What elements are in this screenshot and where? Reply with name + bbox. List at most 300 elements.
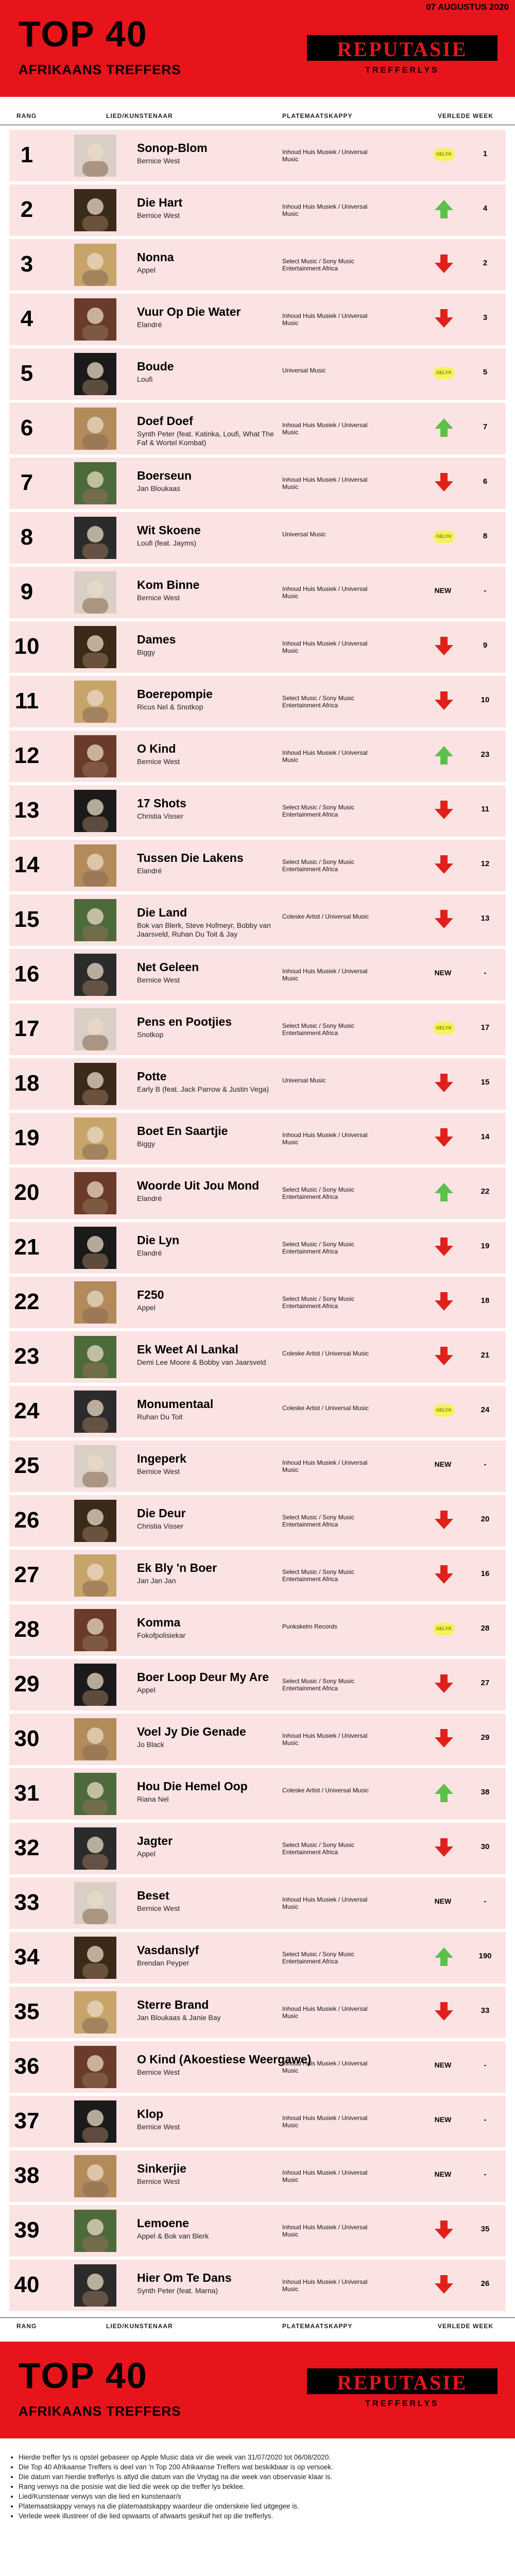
album-cover-image	[74, 844, 116, 887]
new-entry-text: NEW	[434, 1897, 452, 1905]
note-item: • Lied/Kunstenaar verwys van die lied en kunstenaar/s	[19, 2492, 504, 2501]
equal-icon	[433, 531, 455, 543]
new-entry-text: NEW	[434, 2170, 452, 2178]
album-art-icon	[74, 1882, 116, 1924]
footer-brand-logo	[307, 2368, 497, 2394]
chart-row	[9, 1768, 506, 1820]
chart-row	[9, 840, 506, 891]
last-week-position: 18	[480, 1296, 490, 1305]
last-week-position: 13	[480, 914, 490, 923]
artist-name: Elandré	[137, 1194, 162, 1202]
column-last-week: VERLEDE WEEK	[438, 2323, 494, 2330]
artist-name: Synth Peter (feat. Katinka, Loufi, What The Faf & Wortel Kombat)	[137, 430, 274, 447]
arrow-down-icon	[433, 1126, 455, 1149]
artist-name: Appel	[137, 1686, 156, 1694]
album-cover-image	[74, 571, 116, 614]
artist-name: Bernice West	[137, 2177, 180, 2185]
last-week-position: 23	[480, 750, 490, 759]
song-title: Boet En Saartjie	[137, 1124, 228, 1138]
last-week-position: 1	[483, 149, 488, 158]
last-week-position: 7	[483, 422, 488, 431]
album-art-icon	[74, 2046, 116, 2088]
new-entry-text: NEW	[434, 2061, 452, 2069]
chart-row	[9, 1932, 506, 1984]
song-title: Wit Skoene	[137, 523, 201, 537]
chart-row	[9, 785, 506, 837]
last-week-position: -	[484, 2061, 487, 2070]
album-art-icon	[74, 2264, 116, 2307]
last-week-position: 9	[483, 641, 488, 650]
chart-row	[9, 1714, 506, 1765]
record-label: Select Music / Sony Music Entertainment Africa	[282, 1241, 355, 1255]
equal-icon	[433, 148, 455, 161]
artist-name: Bernice West	[137, 1467, 180, 1476]
artist-name: Appel & Bok van Blerk	[137, 2232, 209, 2240]
last-week-position: -	[484, 586, 487, 595]
song-title: Die Lyn	[137, 1233, 180, 1247]
artist-name: Snotkop	[137, 1030, 164, 1039]
album-cover-image	[74, 353, 116, 395]
artist-name: Bok van Blerk, Steve Hofmeyr, Bobby van Jaarsveld, Ruhan Du Toit & Jay	[137, 921, 271, 938]
chart-row	[9, 1987, 506, 2038]
album-cover-image	[74, 1117, 116, 1160]
chart-row	[9, 348, 506, 400]
song-title: Potte	[137, 1070, 167, 1083]
album-cover-image	[74, 954, 116, 996]
record-label: Inhoud Huis Musiek / Universal Music	[282, 2114, 368, 2129]
album-art-icon	[74, 735, 116, 777]
song-title: Lemoene	[137, 2216, 189, 2230]
last-week-position: 21	[480, 1351, 490, 1360]
column-last-week: VERLEDE WEEK	[438, 112, 494, 120]
record-label: Inhoud Huis Musiek / Universal Music	[282, 421, 368, 436]
last-week-position: -	[484, 2115, 487, 2124]
album-art-icon	[74, 1991, 116, 2033]
artist-name: Biggy	[137, 1140, 156, 1148]
chart-row	[9, 1823, 506, 1874]
song-title: 17 Shots	[137, 796, 186, 810]
arrow-down-icon	[433, 799, 455, 821]
new-entry-text: NEW	[434, 969, 452, 977]
rank-number: 21	[14, 1234, 40, 1260]
chart-row	[9, 1058, 506, 1110]
rank-number: 24	[14, 1398, 40, 1423]
last-week-position: 28	[480, 1624, 490, 1633]
song-title: Beset	[137, 1889, 169, 1902]
chart-date: 07 AUGUSTUS 2020	[426, 2, 509, 12]
artist-name: Ricus Nel & Snotkop	[137, 703, 203, 711]
song-title: Pens en Pootjies	[137, 1015, 232, 1028]
arrow-up-icon	[433, 744, 455, 767]
chart-row	[9, 2205, 506, 2257]
record-label: Select Music / Sony Music Entertainment Africa	[282, 258, 355, 272]
column-label: PLATEMAATSKAPPY	[282, 112, 353, 120]
chart-subtitle: AFRIKAANS TREFFERS	[19, 62, 181, 77]
rank-number: 11	[14, 688, 39, 714]
last-week-position: 5	[483, 368, 488, 377]
song-title: Sterre Brand	[137, 1998, 209, 2011]
album-art-icon	[74, 517, 116, 559]
new-entry-text: NEW	[434, 1460, 452, 1468]
artist-name: Bernice West	[137, 2068, 180, 2076]
song-title: Komma	[137, 1616, 181, 1629]
song-title: Doef Doef	[137, 414, 193, 428]
album-cover-image	[74, 2046, 116, 2088]
rank-number: 8	[20, 524, 33, 550]
album-art-icon	[74, 571, 116, 614]
chart-row	[9, 1440, 506, 1492]
chart-row	[9, 894, 506, 946]
brand-name: REPUTASIE	[337, 38, 468, 61]
arrow-down-icon	[433, 471, 455, 494]
album-art-icon	[74, 298, 116, 341]
record-label: Coleske Artist / Universal Music	[282, 1350, 369, 1357]
arrow-down-icon	[433, 1727, 455, 1750]
record-label: Inhoud Huis Musiek / Universal Music	[282, 203, 368, 217]
chart-row	[9, 1004, 506, 1055]
record-label: Inhoud Huis Musiek / Universal Music	[282, 1896, 368, 1910]
rank-number: 25	[14, 1453, 40, 1478]
song-title: Jagter	[137, 1834, 173, 1848]
rank-number: 34	[14, 1944, 40, 1970]
album-cover-image	[74, 462, 116, 504]
rank-number: 12	[14, 743, 40, 768]
album-art-icon	[74, 844, 116, 887]
rank-number: 35	[14, 1999, 40, 2024]
album-cover-image	[74, 1991, 116, 2033]
album-cover-image	[74, 790, 116, 832]
rank-number: 27	[14, 1562, 40, 1587]
chart-row	[9, 1222, 506, 1274]
artist-name: Demi Lee Moore & Bobby van Jaarsveld	[137, 1358, 266, 1366]
rank-number: 20	[14, 1180, 40, 1205]
last-week-position: -	[484, 1460, 487, 1469]
rank-number: 32	[14, 1835, 40, 1860]
album-art-icon	[74, 244, 116, 286]
album-art-icon	[74, 2155, 116, 2197]
record-label: Inhoud Huis Musiek / Universal Music	[282, 148, 368, 163]
album-art-icon	[74, 1937, 116, 1979]
artist-name: Bernice West	[137, 757, 180, 766]
record-label: Inhoud Huis Musiek / Universal Music	[282, 2278, 368, 2293]
new-entry-text: NEW	[434, 2115, 452, 2124]
arrow-up-icon	[433, 1782, 455, 1804]
artist-name: Jo Black	[137, 1740, 164, 1749]
last-week-position: 29	[480, 1733, 490, 1742]
record-label: Inhoud Huis Musiek / Universal Music	[282, 2169, 368, 2183]
last-week-position: -	[484, 969, 487, 977]
rank-number: 31	[14, 1781, 40, 1806]
album-cover-image	[74, 244, 116, 286]
chart-row	[9, 1386, 506, 1437]
artist-name: Elandré	[137, 1249, 162, 1257]
song-title: Klop	[137, 2107, 164, 2121]
chart-row	[9, 2150, 506, 2202]
chart-row	[9, 1659, 506, 1710]
album-art-icon	[74, 1172, 116, 1214]
note-item: • Die datum van hierdie trefferlys is altyd die datum van die Vrydag na die week van observasie klaar is.	[19, 2472, 504, 2482]
album-art-icon	[74, 408, 116, 450]
artist-name: Riana Nel	[137, 1795, 169, 1803]
album-cover-image	[74, 408, 116, 450]
rank-number: 30	[14, 1726, 40, 1751]
footer-banner	[0, 2342, 515, 2438]
album-cover-image	[74, 1882, 116, 1924]
song-title: F250	[137, 1288, 164, 1301]
arrow-down-icon	[433, 1345, 455, 1367]
last-week-position: -	[484, 2170, 487, 2179]
album-cover-image	[74, 1827, 116, 1870]
song-title: Sinkerjie	[137, 2162, 186, 2175]
artist-name: Elandré	[137, 320, 162, 329]
album-cover-image	[74, 1609, 116, 1651]
album-cover-image	[74, 1718, 116, 1760]
rank-number: 33	[14, 1890, 40, 1915]
album-art-icon	[74, 1336, 116, 1378]
rank-number: 15	[14, 907, 40, 932]
album-art-icon	[74, 189, 116, 231]
arrow-down-icon	[433, 689, 455, 712]
rank-number: 29	[14, 1671, 40, 1697]
chart-notes	[9, 2452, 504, 2521]
album-cover-image	[74, 681, 116, 723]
rank-number: 17	[14, 1016, 40, 1041]
last-week-position: 4	[483, 204, 488, 213]
record-label: Inhoud Huis Musiek / Universal Music	[282, 1131, 368, 1146]
artist-name: Bernice West	[137, 594, 180, 602]
record-label: Inhoud Huis Musiek / Universal Music	[282, 1732, 368, 1747]
rank-number: 3	[20, 251, 33, 277]
equal-icon	[433, 367, 455, 379]
footer-title: TOP 40	[19, 2355, 148, 2396]
record-label: Coleske Artist / Universal Music	[282, 913, 369, 920]
rank-number: 28	[14, 1617, 40, 1642]
rank-number: 18	[14, 1071, 40, 1096]
song-title: O Kind	[137, 742, 176, 755]
arrow-down-icon	[433, 853, 455, 876]
note-item: • Hierdie treffer lys is opstel gebaseer op Apple Music data vir die week van 31/07/2020 tot 06/08/2020.	[19, 2452, 504, 2462]
chart-row	[9, 184, 506, 236]
album-art-icon	[74, 626, 116, 668]
song-title: Nonna	[137, 250, 174, 264]
chart-row	[9, 1877, 506, 1929]
last-week-position: 6	[483, 477, 488, 486]
footer-divider	[0, 2317, 515, 2318]
arrow-up-icon	[433, 1945, 455, 1968]
chart-row	[9, 2041, 506, 2093]
song-title: Dames	[137, 633, 176, 646]
chart-row	[9, 1604, 506, 1656]
record-label: Select Music / Sony Music Entertainment Africa	[282, 858, 355, 873]
song-title: O Kind (Akoestiese Weergawe)	[137, 2053, 312, 2066]
arrow-down-icon	[433, 1290, 455, 1313]
record-label: Inhoud Huis Musiek / Universal Music	[282, 312, 368, 327]
arrow-down-icon	[433, 1509, 455, 1531]
arrow-down-icon	[433, 1836, 455, 1859]
album-cover-image	[74, 1500, 116, 1542]
last-week-position: 24	[480, 1405, 490, 1414]
chart-row	[9, 621, 506, 673]
song-title: Boude	[137, 360, 174, 373]
record-label: Select Music / Sony Music Entertainment Africa	[282, 1951, 355, 1965]
album-cover-image	[74, 899, 116, 941]
record-label: Inhoud Huis Musiek / Universal Music	[282, 749, 368, 764]
chart-row	[9, 2096, 506, 2147]
arrow-down-icon	[433, 908, 455, 930]
artist-name: Appel	[137, 1850, 156, 1858]
equal-icon-text: GELYK	[436, 1025, 452, 1030]
record-label: Inhoud Huis Musiek / Universal Music	[282, 2005, 368, 2020]
record-label: Select Music / Sony Music Entertainment Africa	[282, 804, 355, 818]
song-title: Ek Bly 'n Boer	[137, 1561, 217, 1574]
rank-number: 36	[14, 2054, 40, 2079]
arrow-down-icon	[433, 1235, 455, 1258]
album-art-icon	[74, 134, 116, 177]
artist-name: Fokofpolisiekar	[137, 1631, 186, 1639]
album-cover-image	[74, 1008, 116, 1050]
arrow-down-icon	[433, 635, 455, 657]
song-title: Boerseun	[137, 469, 192, 482]
equal-icon-text: GELYK	[436, 370, 452, 375]
record-label: Universal Music	[282, 1077, 326, 1084]
artist-name: Christia Visser	[137, 1522, 183, 1530]
album-art-icon	[74, 681, 116, 723]
album-cover-image	[74, 1445, 116, 1487]
album-cover-image	[74, 626, 116, 668]
artist-name: Loufi	[137, 375, 153, 383]
note-item: • Rang verwys na die posisie wat die lied die week op die treffer lys beklee.	[19, 2482, 504, 2492]
album-art-icon	[74, 1063, 116, 1105]
chart-row	[9, 294, 506, 345]
arrow-up-icon	[433, 416, 455, 439]
album-cover-image	[74, 1172, 116, 1214]
brand-logo	[307, 35, 497, 61]
song-title: Ingeperk	[137, 1452, 186, 1465]
artist-name: Christia Visser	[137, 812, 183, 820]
album-cover-image	[74, 2155, 116, 2197]
last-week-position: 22	[480, 1187, 490, 1196]
arrow-up-icon	[433, 1181, 455, 1204]
column-song: LIED/KUNSTENAAR	[106, 112, 173, 120]
record-label: Select Music / Sony Music Entertainment Africa	[282, 1295, 355, 1310]
column-header	[0, 108, 515, 124]
rank-number: 39	[14, 2217, 40, 2243]
chart-row	[9, 731, 506, 782]
album-art-icon	[74, 1554, 116, 1597]
album-cover-image	[74, 1063, 116, 1105]
arrow-down-icon	[433, 2000, 455, 2023]
song-title: Die Hart	[137, 196, 183, 209]
song-title: Boerepompie	[137, 687, 213, 701]
rank-number: 7	[20, 470, 33, 495]
rank-number: 4	[20, 306, 33, 331]
artist-name: Early B (feat. Jack Parrow & Justin Vega)	[137, 1085, 269, 1093]
brand-subtitle: TREFFERLYS	[365, 66, 439, 75]
record-label: Punkskelm Records	[282, 1623, 337, 1630]
artist-name: Ruhan Du Toit	[137, 1413, 183, 1421]
artist-name: Brendan Peyper	[137, 1959, 190, 1967]
album-art-icon	[74, 2100, 116, 2143]
song-title: Vasdanslyf	[137, 1943, 199, 1957]
album-art-icon	[74, 1008, 116, 1050]
album-cover-image	[74, 2264, 116, 2307]
album-cover-image	[74, 2100, 116, 2143]
last-week-position: 12	[480, 859, 490, 868]
artist-name: Synth Peter (feat. Marna)	[137, 2286, 218, 2295]
chart-row	[9, 457, 506, 509]
rank-number: 22	[14, 1289, 40, 1314]
chart-title: TOP 40	[19, 14, 148, 54]
last-week-position: 30	[480, 1842, 490, 1851]
artist-name: Loufi (feat. Jayms)	[137, 539, 197, 547]
column-header-bottom	[0, 2318, 515, 2334]
album-cover-image	[74, 2210, 116, 2252]
artist-name: Appel	[137, 266, 156, 274]
note-item: • Verlede week illustreer of die lied opwaarts of afwaarts geskuif het op die trefferlys.	[19, 2511, 504, 2521]
last-week-position: 16	[480, 1569, 490, 1578]
artist-name: Jan Jan Jan	[137, 1577, 176, 1585]
artist-name: Bernice West	[137, 976, 180, 984]
chart-row	[9, 1331, 506, 1383]
artist-name: Bernice West	[137, 211, 180, 219]
equal-icon-text: GELYK	[436, 534, 452, 539]
record-label: Inhoud Huis Musiek / Universal Music	[282, 968, 368, 982]
album-art-icon	[74, 899, 116, 941]
last-week-position: 11	[481, 805, 489, 814]
chart-row	[9, 949, 506, 1001]
last-week-position: 3	[483, 313, 488, 322]
last-week-position: 10	[480, 696, 490, 704]
album-cover-image	[74, 1773, 116, 1815]
equal-icon-text: GELYK	[436, 151, 452, 157]
song-title: Monumentaal	[137, 1397, 214, 1411]
arrow-down-icon	[433, 2218, 455, 2241]
song-title: Boer Loop Deur My Are	[137, 1670, 269, 1684]
song-title: Net Geleen	[137, 960, 199, 974]
album-cover-image	[74, 1281, 116, 1324]
album-cover-image	[74, 1937, 116, 1979]
album-cover-image	[74, 1554, 116, 1597]
album-cover-image	[74, 735, 116, 777]
last-week-position: 19	[480, 1242, 490, 1250]
equal-icon	[433, 1404, 455, 1417]
rank-number: 6	[20, 415, 33, 440]
rank-number: 38	[14, 2163, 40, 2188]
chart-row	[9, 567, 506, 618]
equal-icon	[433, 1022, 455, 1035]
column-label: PLATEMAATSKAPPY	[282, 2323, 353, 2330]
rank-number: 26	[14, 1507, 40, 1533]
song-title: Tussen Die Lakens	[137, 851, 244, 865]
record-label: Select Music / Sony Music Entertainment Africa	[282, 1186, 355, 1200]
album-art-icon	[74, 1664, 116, 1706]
note-item: • Platemaatskappy verwys na die platemaatskappy waardeur die onderskeie lied uitgegee is.	[19, 2501, 504, 2511]
column-rank: RANG	[16, 112, 37, 120]
note-item: • Die Top 40 Afrikaanse Treffers is deel van 'n Top 200 Afrikaanse Treffers wat beskikbaar is op versoek.	[19, 2462, 504, 2472]
column-rank: RANG	[16, 2323, 37, 2330]
header-banner	[0, 0, 515, 97]
album-art-icon	[74, 1500, 116, 1542]
last-week-position: 190	[478, 1952, 492, 1960]
song-title: Hier Om Te Dans	[137, 2271, 232, 2284]
chart-row	[9, 1167, 506, 1219]
last-week-position: 20	[480, 1515, 490, 1523]
last-week-position: 15	[480, 1078, 490, 1087]
album-art-icon	[74, 1117, 116, 1160]
record-label: Inhoud Huis Musiek / Universal Music	[282, 640, 368, 654]
record-label: Coleske Artist / Universal Music	[282, 1404, 369, 1412]
arrow-down-icon	[433, 1072, 455, 1094]
